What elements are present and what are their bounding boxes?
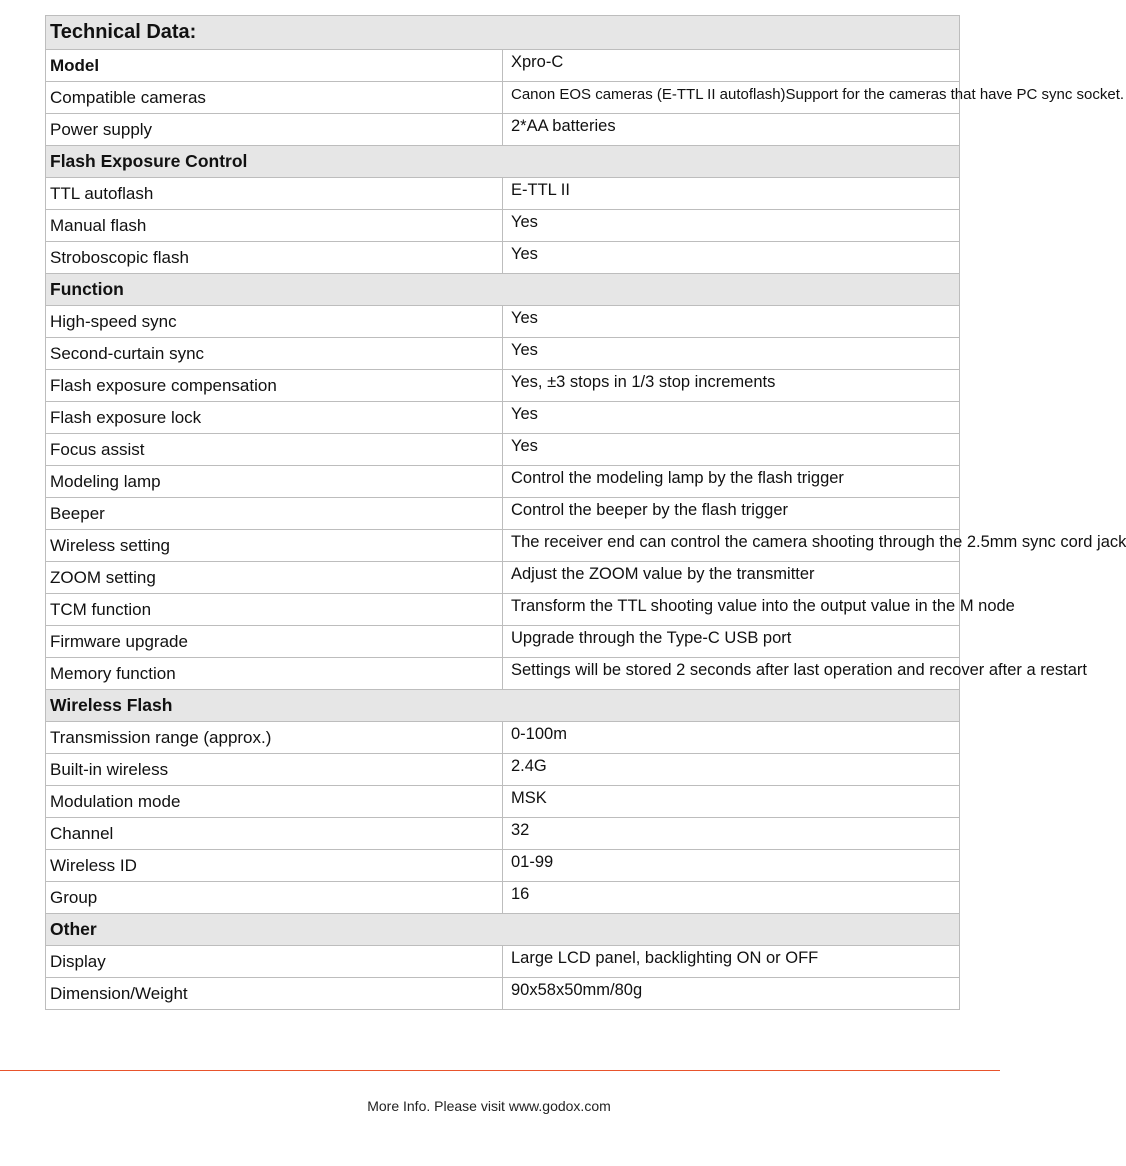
spec-row: [46, 850, 960, 882]
spec-label: Flash exposure compensation: [46, 370, 503, 402]
spec-row: [46, 466, 960, 498]
spec-label: Dimension/Weight: [46, 978, 503, 1010]
spec-row: [46, 946, 960, 978]
spec-row: [46, 562, 960, 594]
spec-value: Adjust the ZOOM value by the transmitter: [503, 562, 960, 594]
spec-value: Transform the TTL shooting value into the output value in the M node: [503, 594, 960, 626]
spec-row: [46, 82, 960, 114]
technical-data-table: [45, 15, 1126, 1010]
spec-value: 2*AA batteries: [503, 114, 960, 146]
spec-value: The receiver end can control the camera shooting through the 2.5mm sync cord jack: [503, 530, 960, 562]
spec-value: Large LCD panel, backlighting ON or OFF: [503, 946, 960, 978]
spec-row: [46, 882, 960, 914]
spec-label: Transmission range (approx.): [46, 722, 503, 754]
spec-row: [46, 402, 960, 434]
spec-label: High-speed sync: [46, 306, 503, 338]
section-header: Function: [46, 274, 960, 306]
spec-value: Yes: [503, 402, 960, 434]
section-header-row: [46, 914, 960, 946]
spec-row: [46, 370, 960, 402]
spec-label: Beeper: [46, 498, 503, 530]
footer-info-text: More Info. Please visit www.godox.com: [367, 1098, 611, 1114]
spec-label: Memory function: [46, 658, 503, 690]
spec-label: Wireless ID: [46, 850, 503, 882]
spec-value: Yes, ±3 stops in 1/3 stop increments: [503, 370, 960, 402]
spec-label: Built-in wireless: [46, 754, 503, 786]
spec-label: Focus assist: [46, 434, 503, 466]
spec-row: [46, 530, 960, 562]
spec-value: 01-99: [503, 850, 960, 882]
spec-label: Compatible cameras: [46, 82, 503, 114]
technical-data-body: [46, 16, 1126, 1010]
spec-label: Modeling lamp: [46, 466, 503, 498]
spec-row: [46, 786, 960, 818]
spec-value: Yes: [503, 210, 960, 242]
spec-row: [46, 338, 960, 370]
spec-row: [46, 434, 960, 466]
spec-label: Power supply: [46, 114, 503, 146]
spec-label: Second-curtain sync: [46, 338, 503, 370]
spec-row: [46, 50, 960, 82]
section-header-row: [46, 146, 960, 178]
spec-value: Yes: [503, 338, 960, 370]
spec-value: Xpro-C: [503, 50, 960, 82]
spec-row: [46, 178, 960, 210]
spec-row: [46, 818, 960, 850]
spec-value: Upgrade through the Type-C USB port: [503, 626, 960, 658]
spec-value: 32: [503, 818, 960, 850]
spec-value: Control the beeper by the flash trigger: [503, 498, 960, 530]
spec-label: Manual flash: [46, 210, 503, 242]
spec-row: [46, 978, 960, 1010]
spec-value: Yes: [503, 306, 960, 338]
spec-row: [46, 210, 960, 242]
spec-value: 16: [503, 882, 960, 914]
spec-value: 90x58x50mm/80g: [503, 978, 960, 1010]
spec-label: Channel: [46, 818, 503, 850]
spec-row: [46, 658, 960, 690]
spec-label: ZOOM setting: [46, 562, 503, 594]
spec-row: [46, 114, 960, 146]
spec-row: [46, 594, 960, 626]
spec-value: Yes: [503, 434, 960, 466]
spec-label: Stroboscopic flash: [46, 242, 503, 274]
spec-label: Display: [46, 946, 503, 978]
spec-row: [46, 306, 960, 338]
table-title-row: [46, 16, 960, 50]
spec-label: Firmware upgrade: [46, 626, 503, 658]
spec-value: Yes: [503, 242, 960, 274]
spec-label: Group: [46, 882, 503, 914]
spec-value: E-TTL II: [503, 178, 960, 210]
spec-row: [46, 722, 960, 754]
spec-label: TCM function: [46, 594, 503, 626]
section-header: Flash Exposure Control: [46, 146, 960, 178]
spec-label: Wireless setting: [46, 530, 503, 562]
spec-value: Control the modeling lamp by the flash trigger: [503, 466, 960, 498]
spec-label: Model: [46, 50, 503, 82]
table-title: Technical Data:: [46, 16, 960, 50]
spec-label: Modulation mode: [46, 786, 503, 818]
spec-value: 0-100m: [503, 722, 960, 754]
spec-value: Settings will be stored 2 seconds after last operation and recover after a restart: [503, 658, 960, 690]
spec-row: [46, 242, 960, 274]
spec-value: MSK: [503, 786, 960, 818]
section-header-row: [46, 690, 960, 722]
section-header: Wireless Flash: [46, 690, 960, 722]
spec-row: [46, 498, 960, 530]
section-header: Other: [46, 914, 960, 946]
spec-row: [46, 626, 960, 658]
spec-value: Canon EOS cameras (E-TTL II autoflash)Support for the cameras that have PC sync socket.: [503, 82, 960, 114]
spec-row: [46, 754, 960, 786]
spec-label: TTL autoflash: [46, 178, 503, 210]
section-header-row: [46, 274, 960, 306]
spec-value: 2.4G: [503, 754, 960, 786]
spec-label: Flash exposure lock: [46, 402, 503, 434]
footer-divider: [0, 1070, 1000, 1071]
